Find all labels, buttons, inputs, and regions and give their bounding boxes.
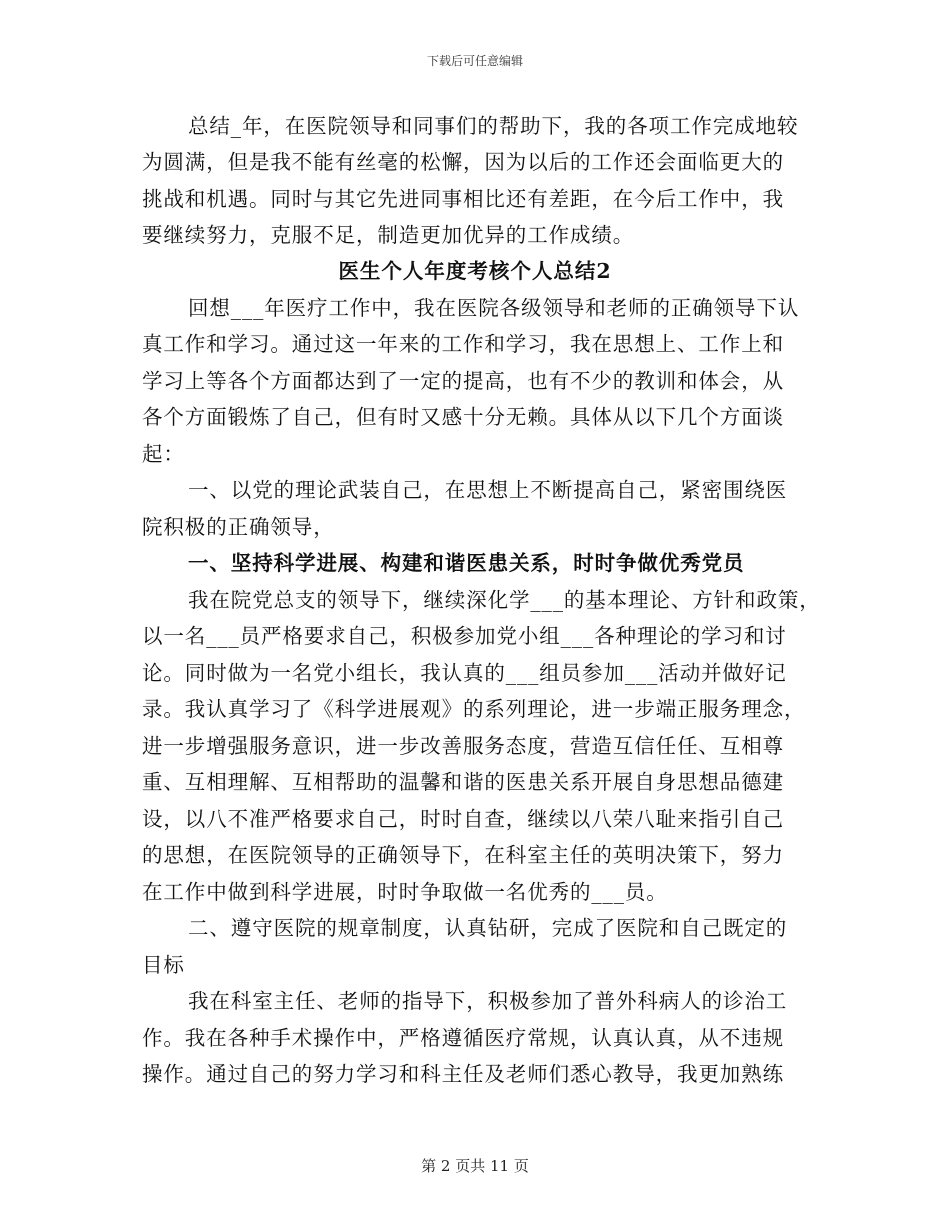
text-line: 我在院党总支的领导下，继续深化学___的基本理论、方针和政策，: [188, 588, 821, 612]
text-line: 要继续努力，克服不足，制造更加优异的工作成绩。: [142, 223, 635, 247]
text-line: 回想___年医疗工作中，我在医院各级领导和老师的正确领导下认: [188, 296, 800, 320]
text-line: 二、遵守医院的规章制度，认真钻研，完成了医院和自己既定的: [188, 916, 788, 940]
page-footer: 第 2 页共 11 页: [421, 1157, 529, 1175]
text-line: 目标: [142, 953, 185, 977]
text-line: 操作。通过自己的努力学习和科主任及老师们悉心教导，我更加熟练: [142, 1062, 784, 1086]
text-line: 挑战和机遇。同时与其它先进同事相比还有差距，在今后工作中，我: [142, 187, 784, 211]
text-line: 以一名___员严格要求自己，积极参加党小组___各种理论的学习和讨: [142, 624, 787, 648]
text-line: 院积极的正确领导，: [142, 515, 335, 539]
text-line: 总结_年，在医院领导和同事们的帮助下，我的各项工作完成地较: [188, 114, 799, 138]
text-line: 的思想，在医院领导的正确领导下，在科室主任的英明决策下，努力: [142, 843, 784, 867]
text-line: 为圆满，但是我不能有丝毫的松懈，因为以后的工作还会面临更大的: [142, 150, 784, 174]
text-line: 作。我在各种手术操作中，严格遵循医疗常规，认真认真，从不违规: [142, 1026, 784, 1050]
text-line: 一、以党的理论武装自己，在思想上不断提高自己，紧密围绕医: [188, 478, 788, 502]
text-line: 进一步增强服务意识，进一步改善服务态度，营造互信任任、互相尊: [142, 734, 784, 758]
text-line: 在工作中做到科学进展，时时争取做一名优秀的___员。: [142, 880, 668, 904]
text-line: 论。同时做为一名党小组长，我认真的___组员参加___活动并做好记: [142, 661, 787, 685]
text-line: 我在科室主任、老师的指导下，积极参加了普外科病人的诊治工: [188, 989, 788, 1013]
text-line: 设，以八不准严格要求自己，时时自查，继续以八荣八耻来指引自己: [142, 807, 784, 831]
text-line: 录。我认真学习了《科学进展观》的系列理论，进一步端正服务理念，: [142, 697, 806, 721]
text-line: 真工作和学习。通过这一年来的工作和学习，我在思想上、工作上和: [142, 332, 784, 356]
section-title: 医生个人年度考核个人总结2: [338, 259, 612, 283]
text-line: 起：: [142, 442, 185, 466]
text-line: 学习上等各个方面都达到了一定的提高，也有不少的教训和体会，从: [142, 369, 784, 393]
page-header: 下载后可任意编辑: [426, 54, 523, 68]
bold-heading: 一、坚持科学进展、构建和谐医患关系，时时争做优秀党员: [188, 551, 745, 575]
text-line: 重、互相理解、互相帮助的温馨和谐的医患关系开展自身思想品德建: [142, 770, 784, 794]
text-line: 各个方面锻炼了自己，但有时又感十分无赖。具体从以下几个方面谈: [142, 405, 784, 429]
